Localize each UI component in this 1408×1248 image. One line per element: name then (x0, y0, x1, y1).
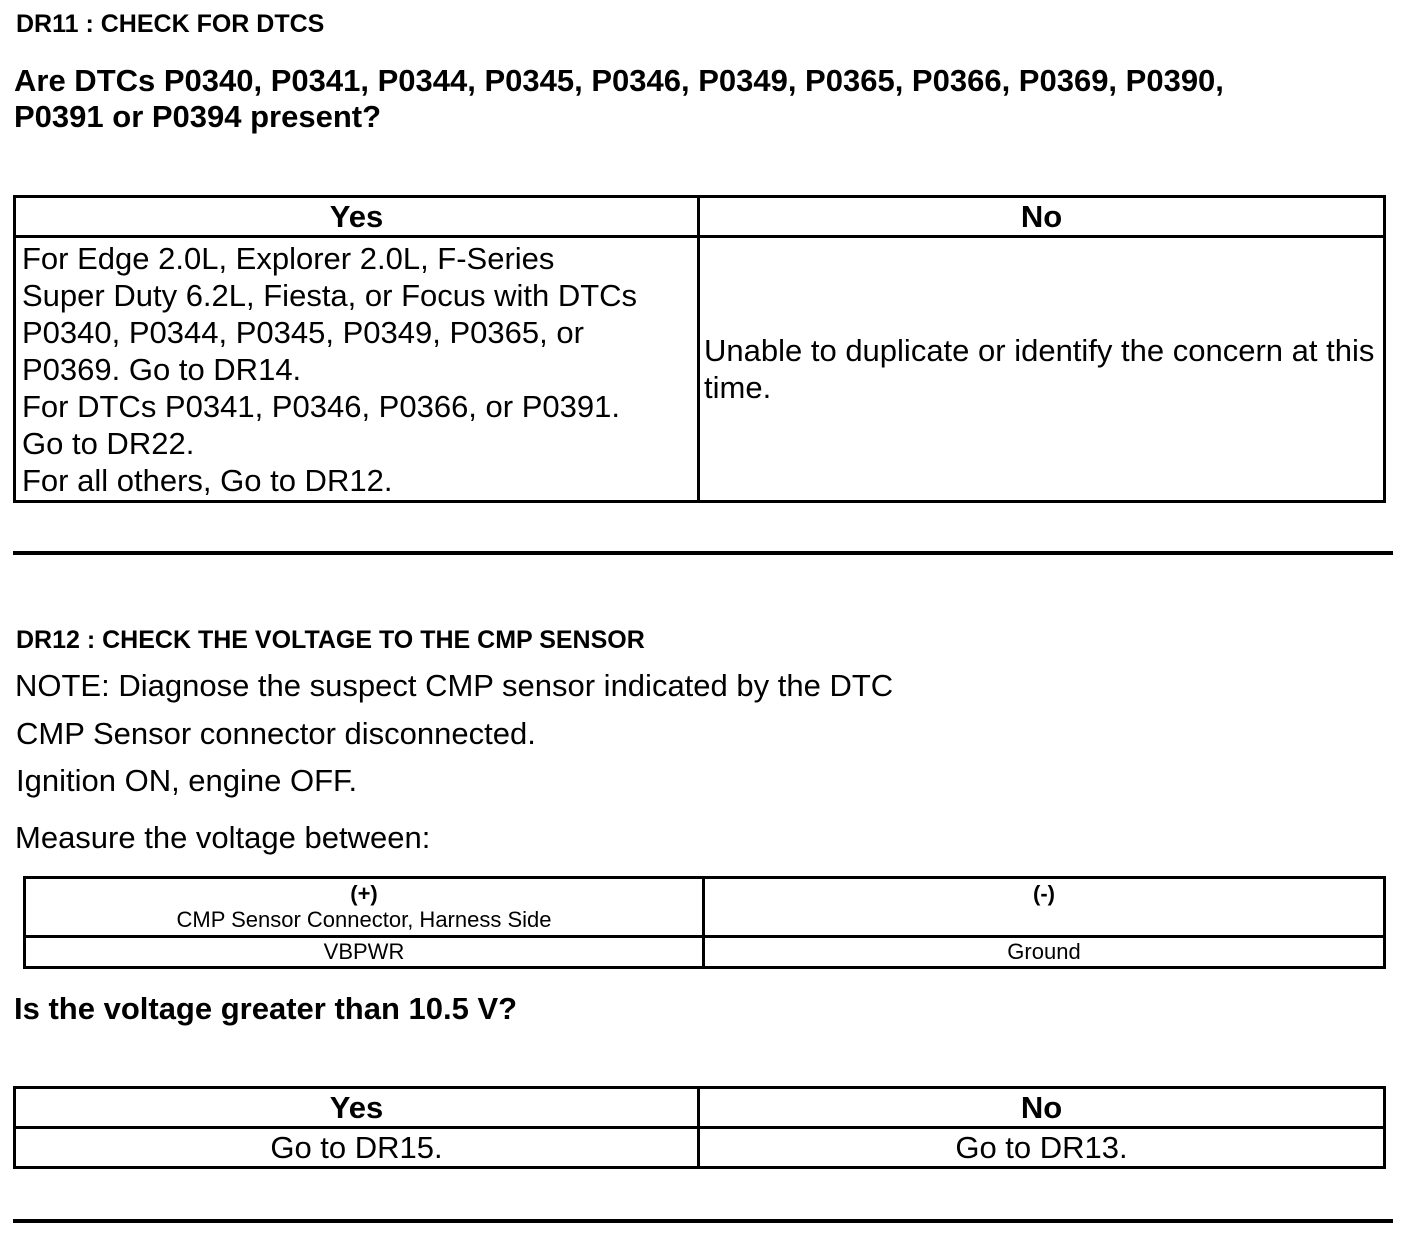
dr11-no-header: No (699, 197, 1385, 237)
dr11-yes-line: P0340, P0344, P0345, P0349, P0365, or (22, 314, 584, 350)
measure-plus-header: (+) (350, 881, 378, 906)
dr12-answer-table (13, 1086, 1386, 1169)
measure-minus-header-cell (704, 878, 1385, 937)
dr11-no-text: Unable to duplicate or identify the concern at this time. (704, 333, 1375, 405)
dr12-heading: DR12 : CHECK THE VOLTAGE TO THE CMP SENSOR (16, 626, 645, 654)
dr12-question: Is the voltage greater than 10.5 V? (14, 991, 518, 1026)
dr12-measure-table (23, 876, 1386, 969)
dr12-condition-ignition: Ignition ON, engine OFF. (16, 763, 358, 798)
dr12-no-cell: Go to DR13. (699, 1128, 1385, 1168)
dr12-no-header: No (699, 1088, 1385, 1128)
measure-plus-subheader: CMP Sensor Connector, Harness Side (176, 907, 552, 932)
dr11-yes-line: Super Duty 6.2L, Fiesta, or Focus with DTCs (22, 277, 638, 313)
dr11-yes-line: For all others, Go to DR12. (22, 462, 393, 498)
section-divider (13, 551, 1393, 555)
dr11-yes-cell (15, 237, 699, 502)
dr12-instruction: Measure the voltage between: (15, 820, 431, 855)
dr12-yes-header: Yes (15, 1088, 699, 1128)
dr11-yes-line: For DTCs P0341, P0346, P0366, or P0391. (22, 388, 620, 424)
section-divider (13, 1219, 1393, 1223)
dr12-yes-cell: Go to DR15. (15, 1128, 699, 1168)
dr12-note: NOTE: Diagnose the suspect CMP sensor indicated by the DTC (15, 668, 894, 703)
dr11-yes-line: P0369. Go to DR14. (22, 351, 302, 387)
dr11-question (14, 63, 1224, 135)
dr11-no-cell (699, 237, 1385, 502)
measure-plus-value: VBPWR (25, 937, 704, 968)
measure-plus-header-cell (25, 878, 704, 937)
dr11-yes-line: Go to DR22. (22, 425, 195, 461)
dr11-question-line-1: Are DTCs P0340, P0341, P0344, P0345, P0346, P0349, P0365, P0366, P0369, P0390, (14, 63, 1224, 98)
dr12-condition-connector: CMP Sensor connector disconnected. (16, 716, 536, 751)
dr11-heading: DR11 : CHECK FOR DTCS (16, 10, 325, 38)
dr11-yes-line: For Edge 2.0L, Explorer 2.0L, F-Series (22, 240, 555, 276)
dr11-yes-header: Yes (15, 197, 699, 237)
measure-minus-value: Ground (704, 937, 1385, 968)
measure-minus-header: (-) (1033, 881, 1055, 906)
dr11-question-line-2: P0391 or P0394 present? (14, 99, 382, 134)
dr11-answer-table (13, 195, 1386, 503)
